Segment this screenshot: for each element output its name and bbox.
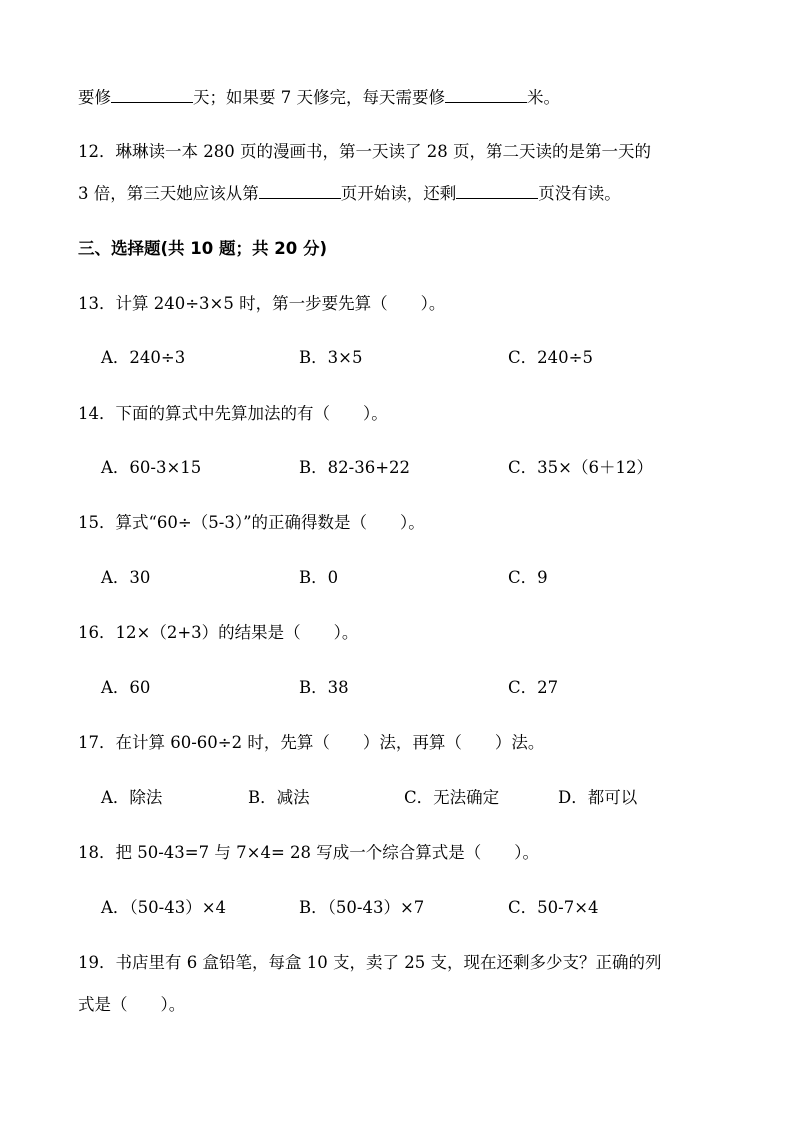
q13-stem: 13．计算 240÷3×5 时，第一步要先算（ ）。 bbox=[78, 294, 446, 313]
q11-text-3: 米。 bbox=[527, 88, 560, 107]
section-title: 三、选择题(共 10 题；共 20 分) bbox=[78, 239, 327, 258]
q17-option-a[interactable]: A．除法 bbox=[101, 788, 163, 807]
q18-option-c[interactable]: C．50-7×4 bbox=[508, 898, 599, 917]
q19-stem-line-1: 19．书店里有 6 盒铅笔，每盒 10 支，卖了 25 支，现在还剩多少支？正确的列 bbox=[78, 953, 662, 972]
q12-blank-1[interactable] bbox=[259, 182, 341, 199]
q11-blank-2[interactable] bbox=[445, 86, 527, 103]
q19-stem-line-2: 式是（ ）。 bbox=[78, 995, 186, 1014]
q11-blank-1[interactable] bbox=[111, 86, 193, 103]
q18-option-b[interactable]: B．（50-43）×7 bbox=[299, 898, 425, 917]
q15-option-c[interactable]: C．9 bbox=[508, 568, 548, 587]
q16-option-b[interactable]: B．38 bbox=[299, 678, 349, 697]
q11-continuation bbox=[78, 86, 560, 110]
q14-option-b[interactable]: B．82-36+22 bbox=[299, 458, 411, 477]
q14-option-c[interactable]: C．35×（6＋12） bbox=[508, 458, 653, 477]
q17-stem: 17．在计算 60-60÷2 时，先算（ ）法，再算（ ）法。 bbox=[78, 733, 545, 752]
q13-option-b[interactable]: B．3×5 bbox=[299, 348, 363, 367]
q14-option-a[interactable]: A．60-3×15 bbox=[101, 458, 202, 477]
q12-text-3: 页没有读。 bbox=[538, 184, 621, 203]
q12-line-2 bbox=[78, 182, 621, 206]
q12-text-1: 3 倍，第三天她应该从第 bbox=[78, 184, 259, 203]
q17-option-c[interactable]: C．无法确定 bbox=[404, 788, 500, 807]
q15-option-b[interactable]: B．0 bbox=[299, 568, 339, 587]
q13-option-a[interactable]: A．240÷3 bbox=[101, 348, 186, 367]
q17-option-b[interactable]: B．减法 bbox=[248, 788, 310, 807]
q14-stem: 14．下面的算式中先算加法的有（ ）。 bbox=[78, 404, 388, 423]
q15-option-a[interactable]: A．30 bbox=[101, 568, 151, 587]
q16-option-c[interactable]: C．27 bbox=[508, 678, 559, 697]
q15-stem: 15．算式“60÷（5-3）”的正确得数是（ ）。 bbox=[78, 513, 425, 532]
q18-stem: 18．把 50-43=7 与 7×4= 28 写成一个综合算式是（ ）。 bbox=[78, 843, 540, 862]
q12-line-1: 12．琳琳读一本 280 页的漫画书，第一天读了 28 页，第二天读的是第一天的 bbox=[78, 142, 651, 161]
q12-blank-2[interactable] bbox=[456, 182, 538, 199]
q12-text-2: 页开始读，还剩 bbox=[340, 184, 457, 203]
q16-option-a[interactable]: A．60 bbox=[101, 678, 151, 697]
q17-option-d[interactable]: D．都可以 bbox=[558, 788, 638, 807]
q13-option-c[interactable]: C．240÷5 bbox=[508, 348, 593, 367]
q16-stem: 16．12×（2+3）的结果是（ ）。 bbox=[78, 623, 359, 642]
q18-option-a[interactable]: A．（50-43）×4 bbox=[101, 898, 227, 917]
q11-text-1: 要修 bbox=[78, 88, 111, 107]
q11-text-2: 天；如果要 7 天修完，每天需要修 bbox=[193, 88, 445, 107]
